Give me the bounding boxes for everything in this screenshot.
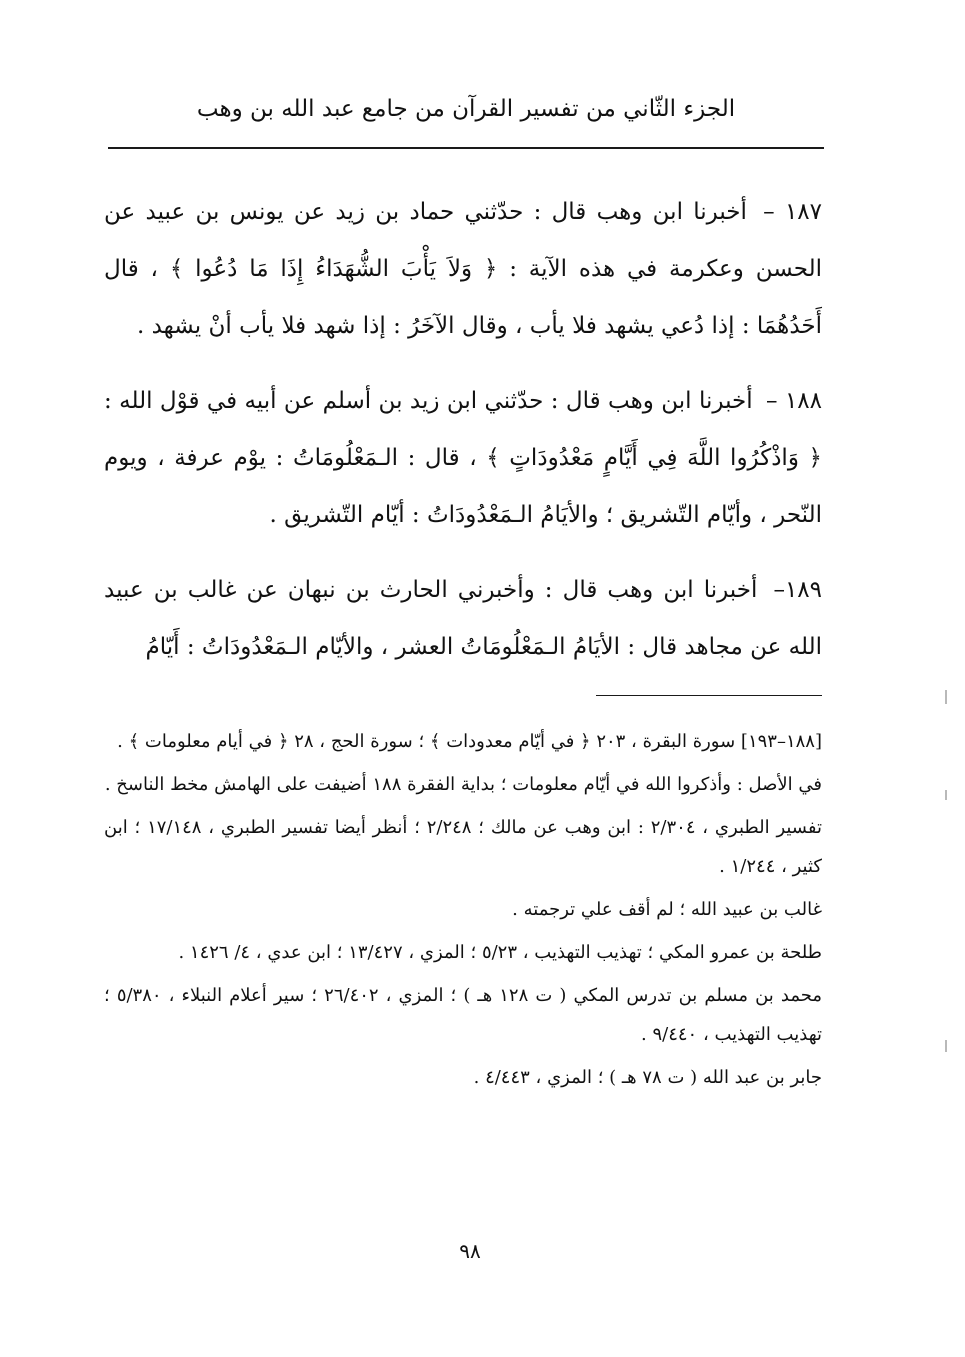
paragraph-text: أخبرنا ابن وهب قال : حدّثني حماد بن زيد عن يونس بن عبيد عن الحسن وعكرمة في هذه الآية : ﴿ وَلاَ يَأْبَ الشُّهَدَاءُ إِذَا مَا دُعُوا ﴾ ، قال أَحَدُهُمَا : إذا دُعي يشهد فلا يأب ، وقال الآخَرُ : إذا شهد فلا يأب أنْ يشهد .: [104, 199, 822, 339]
paragraph-number: ١٨٨ –: [766, 388, 822, 414]
footnote: تفسير الطبري ، ٢/٣٠٤ : ابن وهب عن مالك ؛ ٢/٢٤٨ ؛ أنظر أيضا تفسير الطبري ، ١٧/١٤٨ ؛ ابن كثير ، ١/٢٤٤ .: [104, 817, 822, 877]
paragraph-188: [104, 373, 822, 544]
footnote: طلحة بن عمرو المكي ؛ تهذيب التهذيب ، ٥/٢٣ ؛ المزي ، ١٣/٤٢٧ ؛ ابن عدي ، ٤/ ١٤٢٦ .: [178, 942, 822, 963]
footnote: جابر بن عبد الله ( ت ٧٨ هـ ) ؛ المزي ، ٤/٤٤٣ .: [473, 1067, 822, 1088]
header-divider: [108, 147, 824, 149]
main-text: [104, 184, 822, 694]
page-number: ٩٨: [459, 1239, 481, 1263]
footnote: في الأصل : وأذكروا الله في أيّام معلومات ؛ بداية الفقرة ١٨٨ أضيفت على الهامش مخط الناسخ .: [104, 774, 822, 795]
paragraph-187: [104, 184, 822, 355]
scan-artifact: [945, 690, 947, 704]
paragraph-text: أخبرنا ابن وهب قال : حدّثني ابن زيد بن أسلم عن أبيه في قوْل الله : ﴿ وَاذْكُرُوا اللَّهَ فِي أَيَّامٍ مَعْدُودَاتٍ ﴾ ، قال : الـمَعْلُومَاتُ : يوْم عرفة ، ويوم النّحر ، وأيّام التّشريق ؛ والأيَامُ الـمَعْدُودَاتُ : أيّام التّشريق .: [104, 388, 822, 528]
scan-artifact: [945, 1040, 947, 1052]
paragraph-number: ١٨٩–: [773, 577, 823, 603]
footnote: محمد بن مسلم بن تدرس المكي ( ت ١٢٨ هـ ) ؛ المزي ، ٢٦/٤٠٢ ؛ سير أعلام النبلاء ، ٥/٣٨٠ ؛ تهذيب التهذيب ، ٩/٤٤٠ .: [104, 985, 822, 1045]
footnote-divider: [596, 695, 822, 696]
paragraph-189: [104, 562, 822, 676]
footnotes: [104, 722, 822, 1101]
paragraph-text: أخبرنا ابن وهب قال : وأخبرني الحارث بن نبهان عن غالب بن عبيد الله عن مجاهد قال : الأيَامُ الـمَعْلُومَاتُ العشر ، والأيّام الـمَعْدُودَاتُ : أَيّامُ: [104, 577, 822, 660]
scan-artifact: [945, 790, 947, 800]
footnote: غالب بن عبيد الله ؛ لم أقف علي ترجمته .: [512, 899, 822, 920]
running-header: الجزء الثّاني من تفسير القرآن من جامع عبد الله بن وهب: [196, 96, 736, 122]
footnote: [١٨٨–١٩٣] سورة البقرة ، ٢٠٣ ﴿ في أيّام معدودات ﴾ ؛ سورة الحج ، ٢٨ ﴿ في أيام معلومات ﴾ .: [117, 731, 822, 752]
paragraph-number: ١٨٧ –: [763, 199, 823, 225]
